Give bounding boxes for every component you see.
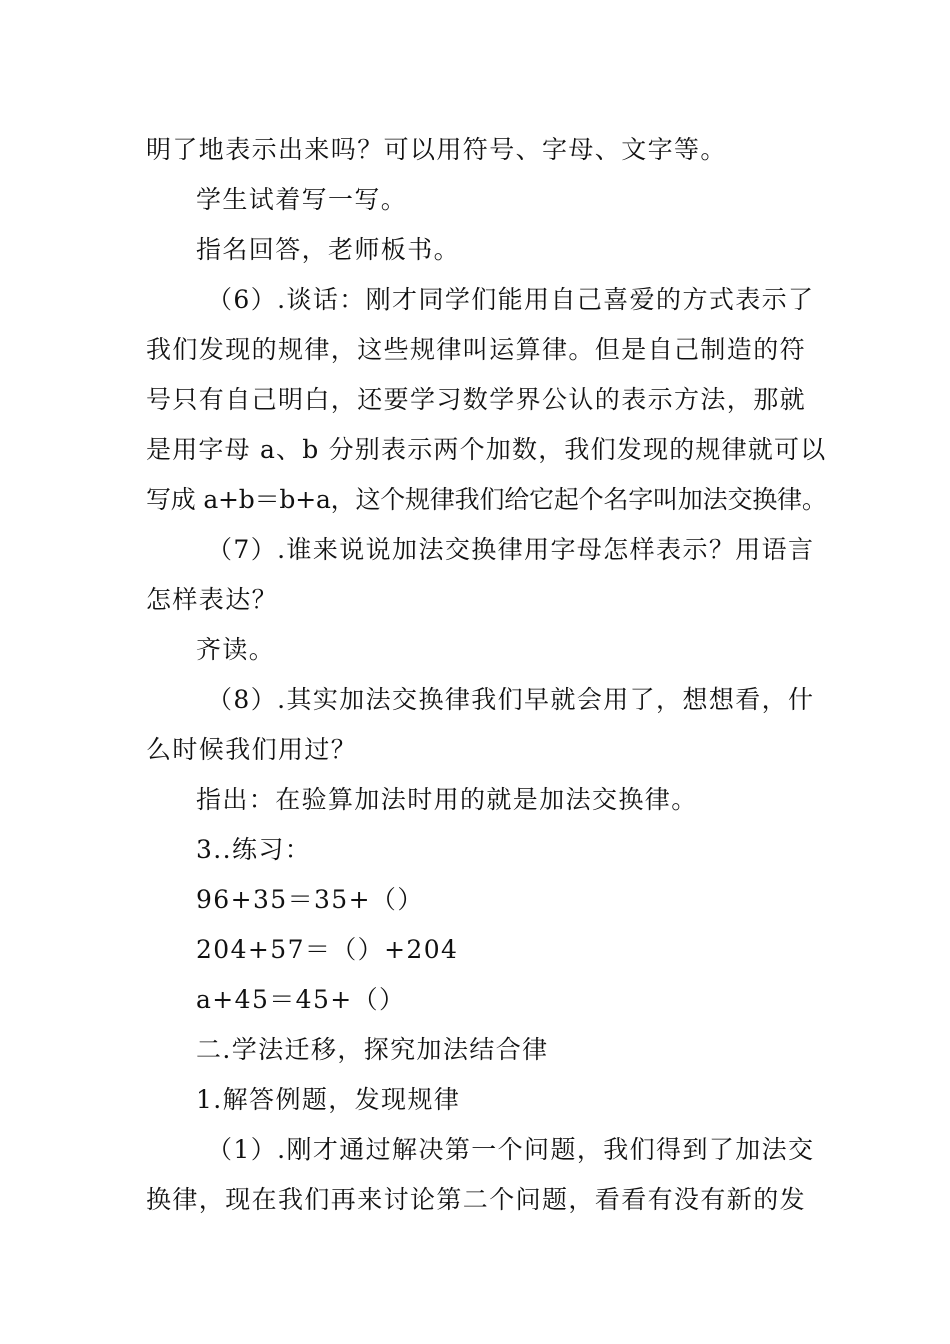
text-line-11: 齐读。 (196, 635, 276, 664)
text-line-9: （7）.谁来说说加法交换律用字母怎样表示？用语言 (207, 535, 815, 564)
text-line-2: 学生试着写一写。 (196, 185, 408, 214)
text-line-16: 96+35＝35+（） (196, 885, 424, 914)
text-line-14: 指出：在验算加法时用的就是加法交换律。 (196, 785, 698, 814)
text-line-5: 我们发现的规律，这些规律叫运算律。但是自己制造的符 (146, 335, 807, 364)
section-heading: 二.学法迁移，探究加法结合律 (196, 1035, 549, 1064)
text-line-8: 写成 a+b＝b+a，这个规律我们给它起个名字叫加法交换律。 (146, 485, 827, 514)
text-line-1: 明了地表示出来吗？可以用符号、字母、文字等。 (146, 135, 727, 164)
text-line-17: 204+57＝（）+204 (196, 935, 459, 964)
text-line-15: 3..练习： (196, 835, 312, 864)
text-line-3: 指名回答，老师板书。 (196, 235, 461, 264)
subsection-heading: 1.解答例题，发现规律 (196, 1085, 461, 1114)
text-line-21: （1）.刚才通过解决第一个问题，我们得到了加法交 (207, 1135, 815, 1164)
text-line-18: a+45＝45+（） (196, 985, 406, 1014)
text-line-6: 号只有自己明白，还要学习数学界公认的表示方法，那就 (146, 385, 807, 414)
text-line-10: 怎样表达？ (146, 585, 279, 614)
text-line-12: （8）.其实加法交换律我们早就会用了，想想看，什 (207, 685, 815, 714)
text-line-7: 是用字母 a、b 分别表示两个加数，我们发现的规律就可以 (146, 435, 827, 464)
text-line-4: （6）.谈话：刚才同学们能用自己喜爱的方式表示了 (207, 285, 815, 314)
text-line-13: 么时候我们用过？ (146, 735, 358, 764)
text-line-22: 换律，现在我们再来讨论第二个问题，看看有没有新的发 (146, 1185, 807, 1214)
